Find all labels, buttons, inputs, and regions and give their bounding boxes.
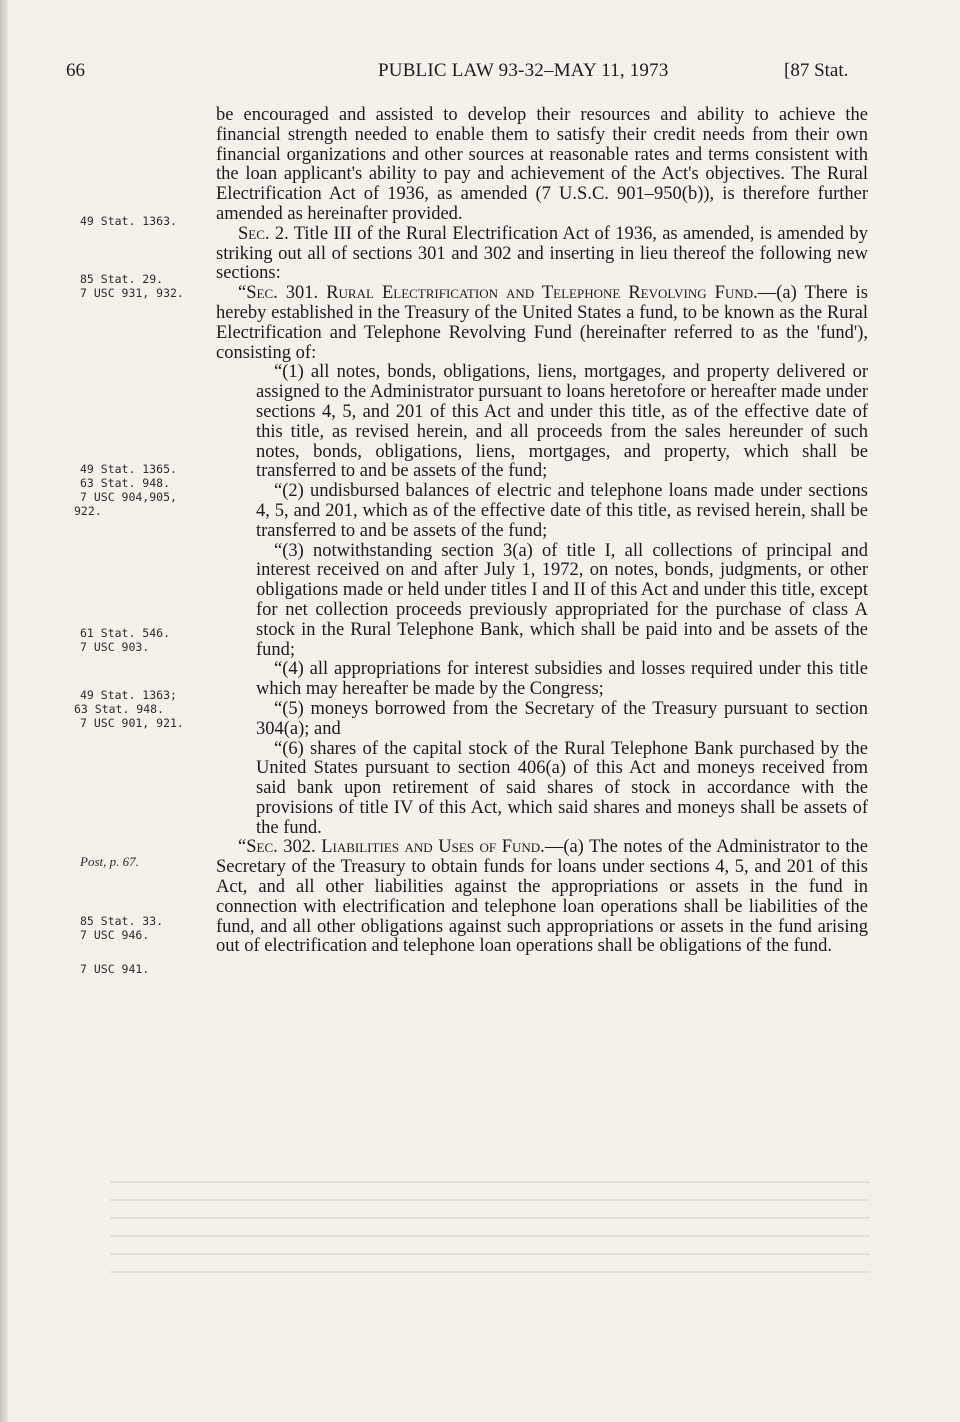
section-2-paragraph	[216, 225, 868, 284]
margin-note	[74, 688, 184, 730]
margin-note-line: 7 USC 931, 932.	[80, 286, 184, 300]
margin-note	[80, 855, 139, 869]
fund-item: “(4) all appropriations for interest subsidies and losses required under this title which may hereafter be made by the Congress;	[256, 659, 868, 700]
margin-note-line: 7 USC 946.	[80, 928, 150, 942]
margin-note-line: 49 Stat. 1363;	[80, 688, 177, 702]
margin-note-line: 85 Stat. 33.	[80, 914, 164, 928]
margin-note	[80, 626, 170, 654]
margin-note-line: 7 USC 901, 921.	[80, 716, 184, 730]
margin-note	[80, 214, 177, 228]
section-302-heading: Liabilities and Uses of Fund.	[315, 837, 545, 858]
margin-note-line: 85 Stat. 29.	[80, 272, 164, 286]
margin-note-line: 7 USC 903.	[80, 640, 150, 654]
margin-note-line: 49 Stat. 1365.	[80, 462, 177, 476]
page-header	[0, 60, 960, 90]
margin-note-line: 7 USC 941.	[80, 962, 150, 976]
margin-note-line: 61 Stat. 546.	[80, 626, 171, 640]
section-301-text: —(a) There is hereby established in the Treasury of the United States a fund, to be known as the Rural Electrification and Telephone Revolving Fund (hereinafter referred to as the 'fund'), consisting of:	[216, 283, 868, 363]
margin-note-line: Post, p. 67.	[80, 854, 139, 869]
margin-note	[80, 914, 163, 942]
section-302-text: —(a) The notes of the Administrator to the Secretary of the Treasury to obtain funds for loans under sections 4, 5, and 201 of this Act, and all other liabilities against the appropriations or assets in the fund in connection with electrification and telephone loan operations shall be liabilities of the fund, and all other obligations against such appropriations or assets in the fund arising out of electrification and telephone loan operations shall be obligations of the fund.	[216, 837, 868, 957]
margin-note	[80, 272, 184, 300]
section-302-paragraph	[216, 838, 868, 957]
fund-item: “(2) undisbursed balances of electric and telephone loans made under sections 4, 5, and 201, which as of the effective date of this title, as revised herein, shall be transferred to and be assets of the fund;	[256, 481, 868, 541]
fund-item: “(6) shares of the capital stock of the Rural Telephone Bank purchased by the United States pursuant to section 406(a) of this Act and moneys received from said bank upon retirement of said shares of stock in accordance with the provisions of title IV of this Act, which said shares and moneys shall be assets of the fund.	[256, 738, 868, 838]
running-title: PUBLIC LAW 93-32–MAY 11, 1973	[378, 60, 669, 81]
section-301-heading: Rural Electrification and Telephone Revolving Fund.	[318, 283, 758, 304]
margin-note	[80, 962, 149, 976]
section-2-label: Sec. 2.	[238, 223, 289, 244]
section-301-label: “Sec. 301.	[238, 283, 319, 304]
margin-note-line: 63 Stat. 948.	[74, 702, 165, 716]
margin-note-line: 7 USC 904,905,	[80, 490, 177, 504]
fund-item: “(3) notwithstanding section 3(a) of title I, all collections of principal and interest received on and after July 1, 1972, on notes, bonds, judgments, or other obligations made or held under titles I and II of this Act and under this title, except for net collection proceeds previously appropriated for the purchase of class A stock in the Rural Telephone Bank, which shall be paid into and be assets of the fund;	[256, 540, 868, 660]
margin-note	[74, 462, 177, 518]
section-301-paragraph	[216, 284, 868, 363]
statute-reference: [87 Stat.	[784, 60, 849, 81]
scan-edge	[0, 0, 8, 1422]
margin-note-line: 49 Stat. 1363.	[80, 214, 177, 228]
body-text	[216, 106, 868, 957]
fund-item: “(5) moneys borrowed from the Secretary of the Treasury pursuant to section 304(a); and	[256, 698, 868, 739]
section-302-label: “Sec. 302.	[238, 837, 316, 858]
page-number: 66	[66, 60, 85, 81]
section-2-text: Title III of the Rural Electrification Act of 1936, as amended, is amended by striking out all of sections 301 and 302 and inserting in lieu thereof the following new sections:	[216, 223, 868, 284]
bleed-through-shadow	[110, 1165, 870, 1325]
intro-paragraph: be encouraged and assisted to develop their resources and ability to achieve the financial strength needed to enable them to satisfy their credit needs from their own financial organizations and other sources at reasonable rates and terms consistent with the loan applicant's ability to pay and achievement of the Act's objectives. The Rural Electrification Act of 1936, as amended (7 U.S.C. 901–950(b)), is therefore further amended as hereinafter provided.	[216, 105, 868, 224]
fund-item: “(1) all notes, bonds, obligations, liens, mortgages, and property delivered or assigned to the Administrator pursuant to loans heretofore or hereafter made under sections 4, 5, and 201 of this Act and under this title, as of the effective date of this title, as revised herein, and all proceeds from the sales hereunder of such notes, bonds, obligations, liens, mortgages, and property, which shall be transferred to and be assets of the fund;	[256, 362, 868, 482]
margin-note-line: 63 Stat. 948.	[80, 476, 171, 490]
margin-note-line: 922.	[74, 504, 102, 518]
